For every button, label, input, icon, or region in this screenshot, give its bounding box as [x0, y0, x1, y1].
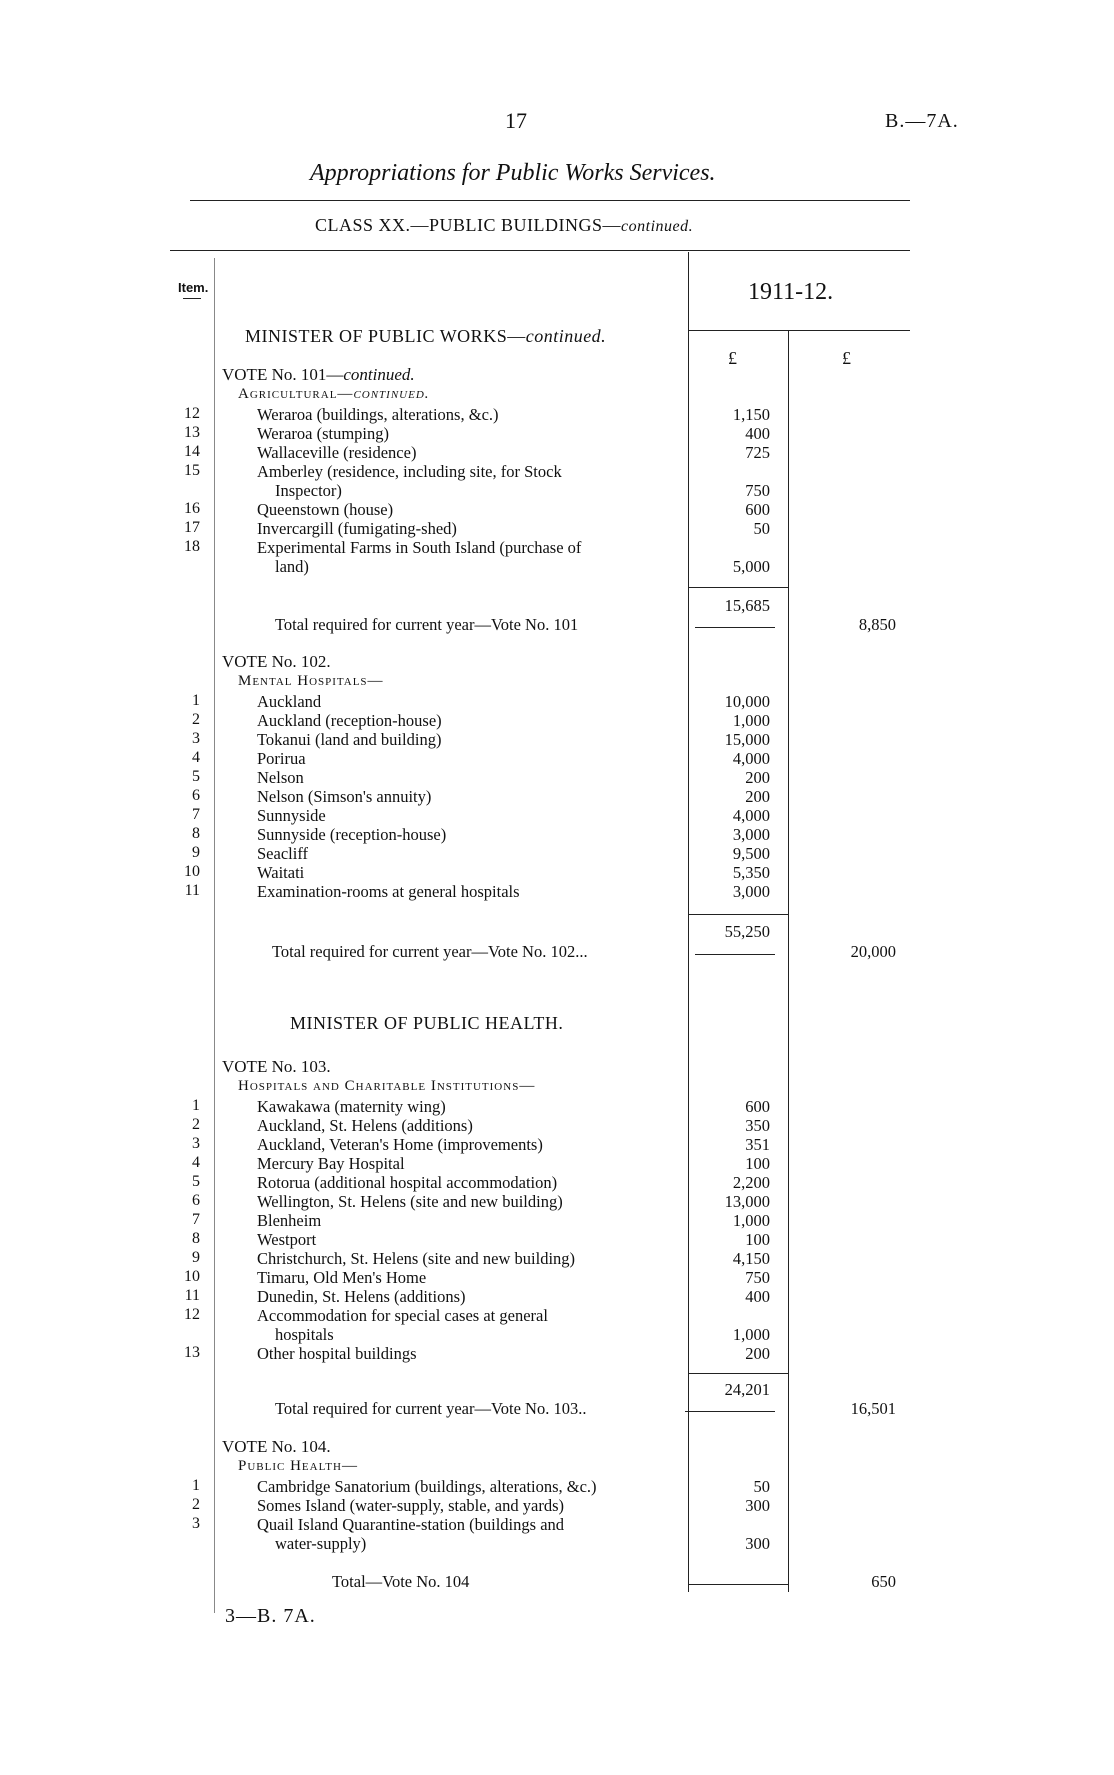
subtotal-amount: 24,201 — [724, 1380, 770, 1399]
item-number: 7 — [192, 1211, 200, 1228]
item-amount: 600 — [745, 500, 770, 519]
item-description: Accommodation for special cases at general — [257, 1306, 548, 1325]
item-amount: 300 — [745, 1496, 770, 1515]
item-description: Auckland (reception-house) — [257, 711, 442, 730]
vote-total-amount: 8,850 — [858, 615, 896, 634]
item-amount: 400 — [745, 424, 770, 443]
item-description: Somes Island (water-supply, stable, and yards) — [257, 1496, 564, 1515]
item-amount: 50 — [753, 1477, 770, 1496]
item-description: Auckland, Veteran's Home (improvements) — [257, 1135, 543, 1154]
item-amount: 1,000 — [732, 711, 770, 730]
title-rule — [190, 200, 910, 201]
vote-total-label: Total required for current year—Vote No. 102... — [272, 942, 588, 961]
item-amount: 5,350 — [732, 863, 770, 882]
subhead-agricultural — [238, 386, 430, 403]
ministry-heading-continued: continued. — [525, 326, 607, 346]
class-title-continued: continued. — [621, 218, 694, 235]
document-reference: B.—7A. — [885, 110, 959, 132]
item-number: 13 — [184, 424, 200, 441]
total-rule — [695, 627, 775, 628]
subhead-text: Agricultural— — [238, 386, 354, 402]
item-number: 1 — [192, 1097, 200, 1114]
item-amount: 4,000 — [732, 749, 770, 768]
item-description: Auckland, St. Helens (additions) — [257, 1116, 473, 1135]
item-amount: 350 — [745, 1116, 770, 1135]
year-column-header: 1911-12. — [748, 279, 834, 305]
total-rule — [685, 1411, 775, 1412]
item-description: Tokanui (land and building) — [257, 730, 442, 749]
item-amount: 600 — [745, 1097, 770, 1116]
item-column-header: Item. — [178, 280, 209, 295]
item-amount: 1,000 — [732, 1211, 770, 1230]
item-description: Blenheim — [257, 1211, 322, 1230]
pound-sign-col1: £ — [728, 348, 737, 368]
item-number: 14 — [184, 443, 200, 460]
item-description: Westport — [257, 1230, 317, 1249]
item-number: 7 — [192, 806, 200, 823]
item-amount: 100 — [745, 1230, 770, 1249]
item-description: Porirua — [257, 749, 306, 768]
table-top-rule — [170, 250, 910, 251]
item-description-continued: water-supply) — [275, 1534, 367, 1553]
item-number: 3 — [192, 730, 200, 747]
subhead-hospitals-charitable: Hospitals and Charitable Institutions— — [238, 1078, 536, 1094]
pound-sign-col2: £ — [842, 348, 851, 368]
item-amount: 200 — [745, 1344, 770, 1363]
item-number: 1 — [192, 1477, 200, 1494]
item-amount: 1,000 — [732, 1325, 770, 1344]
item-description: Dunedin, St. Helens (additions) — [257, 1287, 466, 1306]
item-amount: 351 — [745, 1135, 770, 1154]
item-number: 4 — [192, 749, 200, 766]
item-description: Seacliff — [257, 844, 309, 863]
item-head-rule — [183, 298, 201, 299]
item-number: 6 — [192, 787, 200, 804]
item-amount: 750 — [745, 481, 770, 500]
vote-total-amount: 20,000 — [850, 942, 896, 961]
item-number: 2 — [192, 711, 200, 728]
vote-total-label: Total required for current year—Vote No. 101 — [275, 615, 579, 634]
item-description: Invercargill (fumigating-shed) — [257, 519, 457, 538]
subtotal-amount: 15,685 — [724, 596, 770, 615]
vote-heading-continued: continued. — [343, 365, 415, 384]
item-amount: 400 — [745, 1287, 770, 1306]
vote-total-amount: 650 — [871, 1572, 896, 1591]
item-description: Christchurch, St. Helens (site and new building) — [257, 1249, 576, 1268]
subtotal-rule — [688, 914, 788, 915]
item-description: Amberley (residence, including site, for Stock — [257, 462, 562, 481]
ministry-heading-public-health: MINISTER OF PUBLIC HEALTH. — [290, 1013, 564, 1033]
vote-total-amount: 16,501 — [850, 1399, 896, 1418]
item-number: 16 — [184, 500, 200, 517]
item-amount: 3,000 — [732, 825, 770, 844]
item-number: 12 — [184, 405, 200, 422]
total-rule — [695, 954, 775, 955]
subtotal-amount: 55,250 — [724, 922, 770, 941]
item-amount: 10,000 — [724, 692, 770, 711]
item-amount: 50 — [753, 519, 770, 538]
item-amount: 725 — [745, 443, 770, 462]
item-number: 6 — [192, 1192, 200, 1209]
item-description: Weraroa (buildings, alterations, &c.) — [257, 405, 499, 424]
item-amount: 300 — [745, 1534, 770, 1553]
subhead-mental-hospitals: Mental Hospitals— — [238, 673, 384, 689]
item-description: Wellington, St. Helens (site and new building) — [257, 1192, 563, 1211]
class-title — [315, 215, 693, 236]
signature-mark: 3—B. 7A. — [225, 1605, 316, 1627]
item-description: Weraroa (stumping) — [257, 424, 389, 443]
item-description: Other hospital buildings — [257, 1344, 417, 1363]
item-amount: 750 — [745, 1268, 770, 1287]
ministry-heading-text: MINISTER OF PUBLIC WORKS— — [245, 326, 526, 346]
item-number: 17 — [184, 519, 200, 536]
item-description: Nelson (Simson's annuity) — [257, 787, 432, 806]
item-amount: 5,000 — [732, 557, 770, 576]
item-amount: 9,500 — [732, 844, 770, 863]
item-amount: 2,200 — [732, 1173, 770, 1192]
item-number: 11 — [184, 882, 200, 899]
item-amount: 3,000 — [732, 882, 770, 901]
item-description: Nelson — [257, 768, 304, 787]
item-description: Wallaceville (residence) — [257, 443, 417, 462]
item-description: Rotorua (additional hospital accommodation) — [257, 1173, 558, 1192]
vote-heading-101 — [222, 365, 415, 385]
vote-heading-102: VOTE No. 102. — [222, 652, 331, 671]
item-number: 5 — [192, 1173, 200, 1190]
item-number: 11 — [184, 1287, 200, 1304]
page-title: Appropriations for Public Works Services. — [310, 160, 716, 186]
item-number: 3 — [192, 1515, 200, 1532]
item-description: Mercury Bay Hospital — [257, 1154, 405, 1173]
item-description: Examination-rooms at general hospitals — [257, 882, 520, 901]
page-number: 17 — [505, 108, 527, 133]
item-description-continued: Inspector) — [275, 481, 342, 500]
item-description: Sunnyside (reception-house) — [257, 825, 447, 844]
item-number: 18 — [184, 538, 200, 555]
item-description-continued: land) — [275, 557, 309, 576]
vote-total-label: Total—Vote No. 104 — [332, 1572, 470, 1591]
item-number: 9 — [192, 1249, 200, 1266]
ministry-heading-public-works — [245, 326, 606, 347]
item-number: 12 — [184, 1306, 200, 1323]
item-amount: 200 — [745, 768, 770, 787]
item-amount: 4,000 — [732, 806, 770, 825]
item-amount: 13,000 — [724, 1192, 770, 1211]
vote-heading-103: VOTE No. 103. — [222, 1057, 331, 1076]
total-rule — [688, 1584, 788, 1585]
item-number: 10 — [184, 863, 200, 880]
item-description: Timaru, Old Men's Home — [257, 1268, 427, 1287]
item-description: Waitati — [257, 863, 305, 882]
subtotal-rule — [688, 587, 788, 588]
subhead-continued: continued. — [353, 386, 430, 402]
item-number: 4 — [192, 1154, 200, 1171]
vote-total-label: Total required for current year—Vote No. 103.. — [275, 1399, 587, 1418]
item-description: Quail Island Quarantine-station (buildings and — [257, 1515, 565, 1534]
item-description: Cambridge Sanatorium (buildings, alterations, &c.) — [257, 1477, 597, 1496]
item-number: 15 — [184, 462, 200, 479]
vote-heading-text: VOTE No. 101— — [222, 365, 344, 384]
item-number: 13 — [184, 1344, 200, 1361]
subtotal-rule — [688, 1373, 788, 1374]
item-number: 8 — [192, 1230, 200, 1247]
item-number: 3 — [192, 1135, 200, 1152]
item-amount: 200 — [745, 787, 770, 806]
class-title-text: CLASS XX.—PUBLIC BUILDINGS— — [315, 215, 622, 235]
item-number: 2 — [192, 1496, 200, 1513]
item-amount: 4,150 — [732, 1249, 770, 1268]
item-amount: 15,000 — [724, 730, 770, 749]
item-description: Sunnyside — [257, 806, 326, 825]
item-column-rule — [214, 258, 215, 1613]
item-amount: 1,150 — [732, 405, 770, 424]
item-amount: 100 — [745, 1154, 770, 1173]
item-description: Kawakawa (maternity wing) — [257, 1097, 446, 1116]
year-head-rule — [688, 330, 910, 331]
item-description: Queenstown (house) — [257, 500, 394, 519]
item-description-continued: hospitals — [275, 1325, 334, 1344]
item-description: Auckland — [257, 692, 322, 711]
item-number: 2 — [192, 1116, 200, 1133]
item-number: 9 — [192, 844, 200, 861]
item-number: 5 — [192, 768, 200, 785]
item-number: 10 — [184, 1268, 200, 1285]
subhead-public-health: Public Health— — [238, 1458, 358, 1474]
vote-heading-104: VOTE No. 104. — [222, 1437, 331, 1456]
item-number: 1 — [192, 692, 200, 709]
item-description: Experimental Farms in South Island (purchase of — [257, 538, 582, 557]
item-number: 8 — [192, 825, 200, 842]
